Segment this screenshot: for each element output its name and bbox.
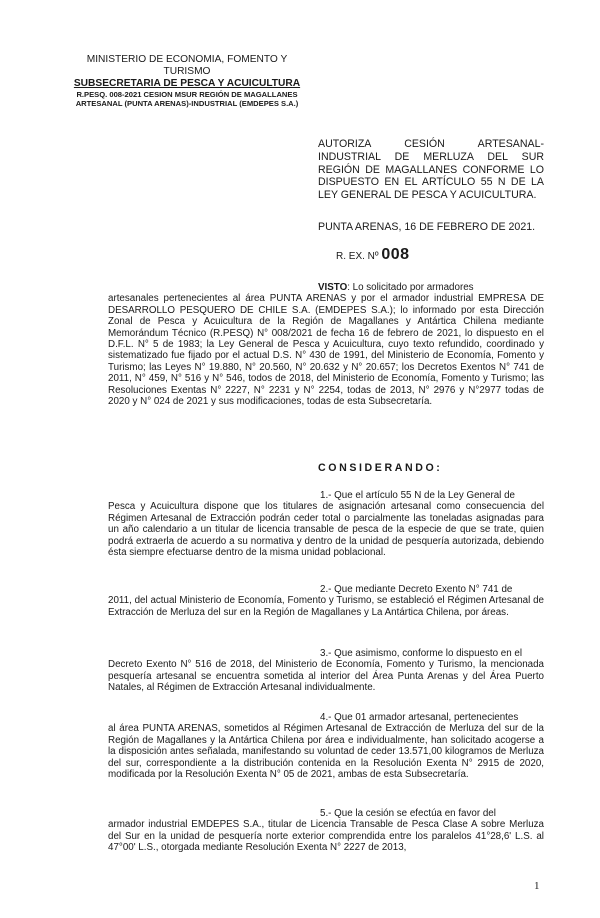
paragraph-body: al área PUNTA ARENAS, sometidos al Régimen Artesanal de Extracción de Merluza del sur de la Región de Magallanes y la Antártica Chilena por área e individualmente, han solicitado acogerse a la disposición antes señalada, manifestando su voluntad de ceder 13.571,00 kilogramos de Merluza del sur, correspondiente a la distribución contenida en la Resolución Exenta N° 2915 de 2020, modificada por la Resolución Exenta N° 05 de 2021, ambas de esta Subsecretaría. (108, 723, 544, 781)
paragraph-lead: 4.- Que 01 armador artesanal, pertenecientes (320, 712, 519, 723)
paragraph-lead: 3.- Que asimismo, conforme lo dispuesto en el (320, 648, 523, 659)
page-number: 1 (534, 880, 540, 892)
resolution-number (336, 248, 410, 264)
reference-code: R.PESQ. 008-2021 CESION MSUR REGIÓN DE MAGALLANES ARTESANAL (PUNTA ARENAS)-INDUSTRIAL (EMDEPES S.A.) (75, 90, 299, 109)
paragraph-lead: 1.- Que el artículo 55 N de la Ley General de (320, 490, 515, 501)
visto-paragraph (108, 282, 544, 407)
paragraph-body: armador industrial EMDEPES S.A., titular de Licencia Transable de Pesca Clase A sobre Merluza del Sur en la unidad de pesquería norte exterior comprendida entre los paralelos 41°28,6' L.S. al 47°00' L.S., otorgada mediante Resolución Exenta N° 2227 de 2013, (108, 819, 544, 854)
resolution-date: PUNTA ARENAS, 16 DE FEBRERO DE 2021. (318, 221, 536, 233)
considerando-1 (108, 490, 544, 558)
resolution-prefix: R. EX. Nº (336, 251, 379, 262)
considerando-3 (108, 648, 544, 694)
visto-label: VISTO (318, 282, 348, 293)
considerando-4 (108, 712, 544, 780)
considerando-2 (108, 584, 544, 618)
visto-body: artesanales pertenecientes al área PUNTA ARENAS y por el armador industrial EMPRESA DE DESARROLLO PESQUERO DE CHILE S.A. (EMDEPES S.A.); lo informado por esta Dirección Zonal de Pesca y Acuicultura de la Región de Magallanes y Antártica Chilena mediante Memorándum Técnico (R.PESQ) N° 008/2021 de fecha 16 de febrero de 2021, lo dispuesto en el D.F.L. N° 5 de 1983; la Ley General de Pesca y Acuicultura, cuyo texto refundido, coordinado y sistematizado fue fijado por el actual D.S. N° 430 de 1991, del Ministerio de Economía, Fomento y Turismo; las Leyes N° 19.880, N° 20.560, N° 20.632 y N° 20.657; los Decretos Exentos N° 741 de 2011, N° 459, N° 516 y N° 546, todos de 2018, del Ministerio de Economía, Fomento y Turismo; las Resoluciones Exentas N° 2227, N° 2231 y N° 2254, todas de 2013, N° 2976 y N°2977 todas de 2020 y N° 024 de 2021 y sus modificaciones, todas de esta Subsecretaría. (108, 293, 544, 408)
paragraph-lead: 2.- Que mediante Decreto Exento N° 741 de (320, 584, 513, 595)
resolution-title: AUTORIZA CESIÓN ARTESANAL-INDUSTRIAL DE MERLUZA DEL SUR REGIÓN DE MAGALLANES CONFORME LO DISPUESTO EN EL ARTÍCULO 55 N DE LA LEY GENERAL DE PESCA Y ACUICULTURA. (318, 138, 544, 202)
considerando-heading: CONSIDERANDO: (318, 462, 443, 474)
considerando-5 (108, 808, 544, 854)
paragraph-body: Pesca y Acuicultura dispone que los titulares de asignación artesanal como consecuencia del Régimen Artesanal de Extracción podrán ceder total o parcialmente las toneladas asignadas para un año calendario a un titular de licencia transable de pesca de la especie de que se trate, quien podrá extraerla de acuerdo a su normativa y dentro de la unidad de pesquería autorizada, debiendo ésta siempre efectuarse dentro de la misma unidad poblacional. (108, 501, 544, 559)
paragraph-body: Decreto Exento N° 516 de 2018, del Ministerio de Economía, Fomento y Turismo, la mencionada pesquería artesanal se encuentra sometida al interior del Área Punta Arenas y del Área Puerto Natales, al Régimen de Extracción Artesanal individualmente. (108, 659, 544, 694)
subsecretaria-name: SUBSECRETARIA DE PESCA Y ACUICULTURA (73, 78, 301, 89)
visto-first-line: : Lo solicitado por armadores (347, 282, 474, 293)
paragraph-lead: 5.- Que la cesión se efectúa en favor del (320, 808, 496, 819)
resolution-number-value: 008 (381, 246, 410, 263)
letterhead (72, 54, 302, 109)
ministry-name: MINISTERIO DE ECONOMIA, FOMENTO Y TURISMO (86, 54, 288, 77)
paragraph-body: 2011, del actual Ministerio de Economía, Fomento y Turismo, se estableció el Régimen Artesanal de Extracción de Merluza del sur en la Región de Magallanes y La Antártica Chilena, por áreas. (108, 595, 544, 618)
